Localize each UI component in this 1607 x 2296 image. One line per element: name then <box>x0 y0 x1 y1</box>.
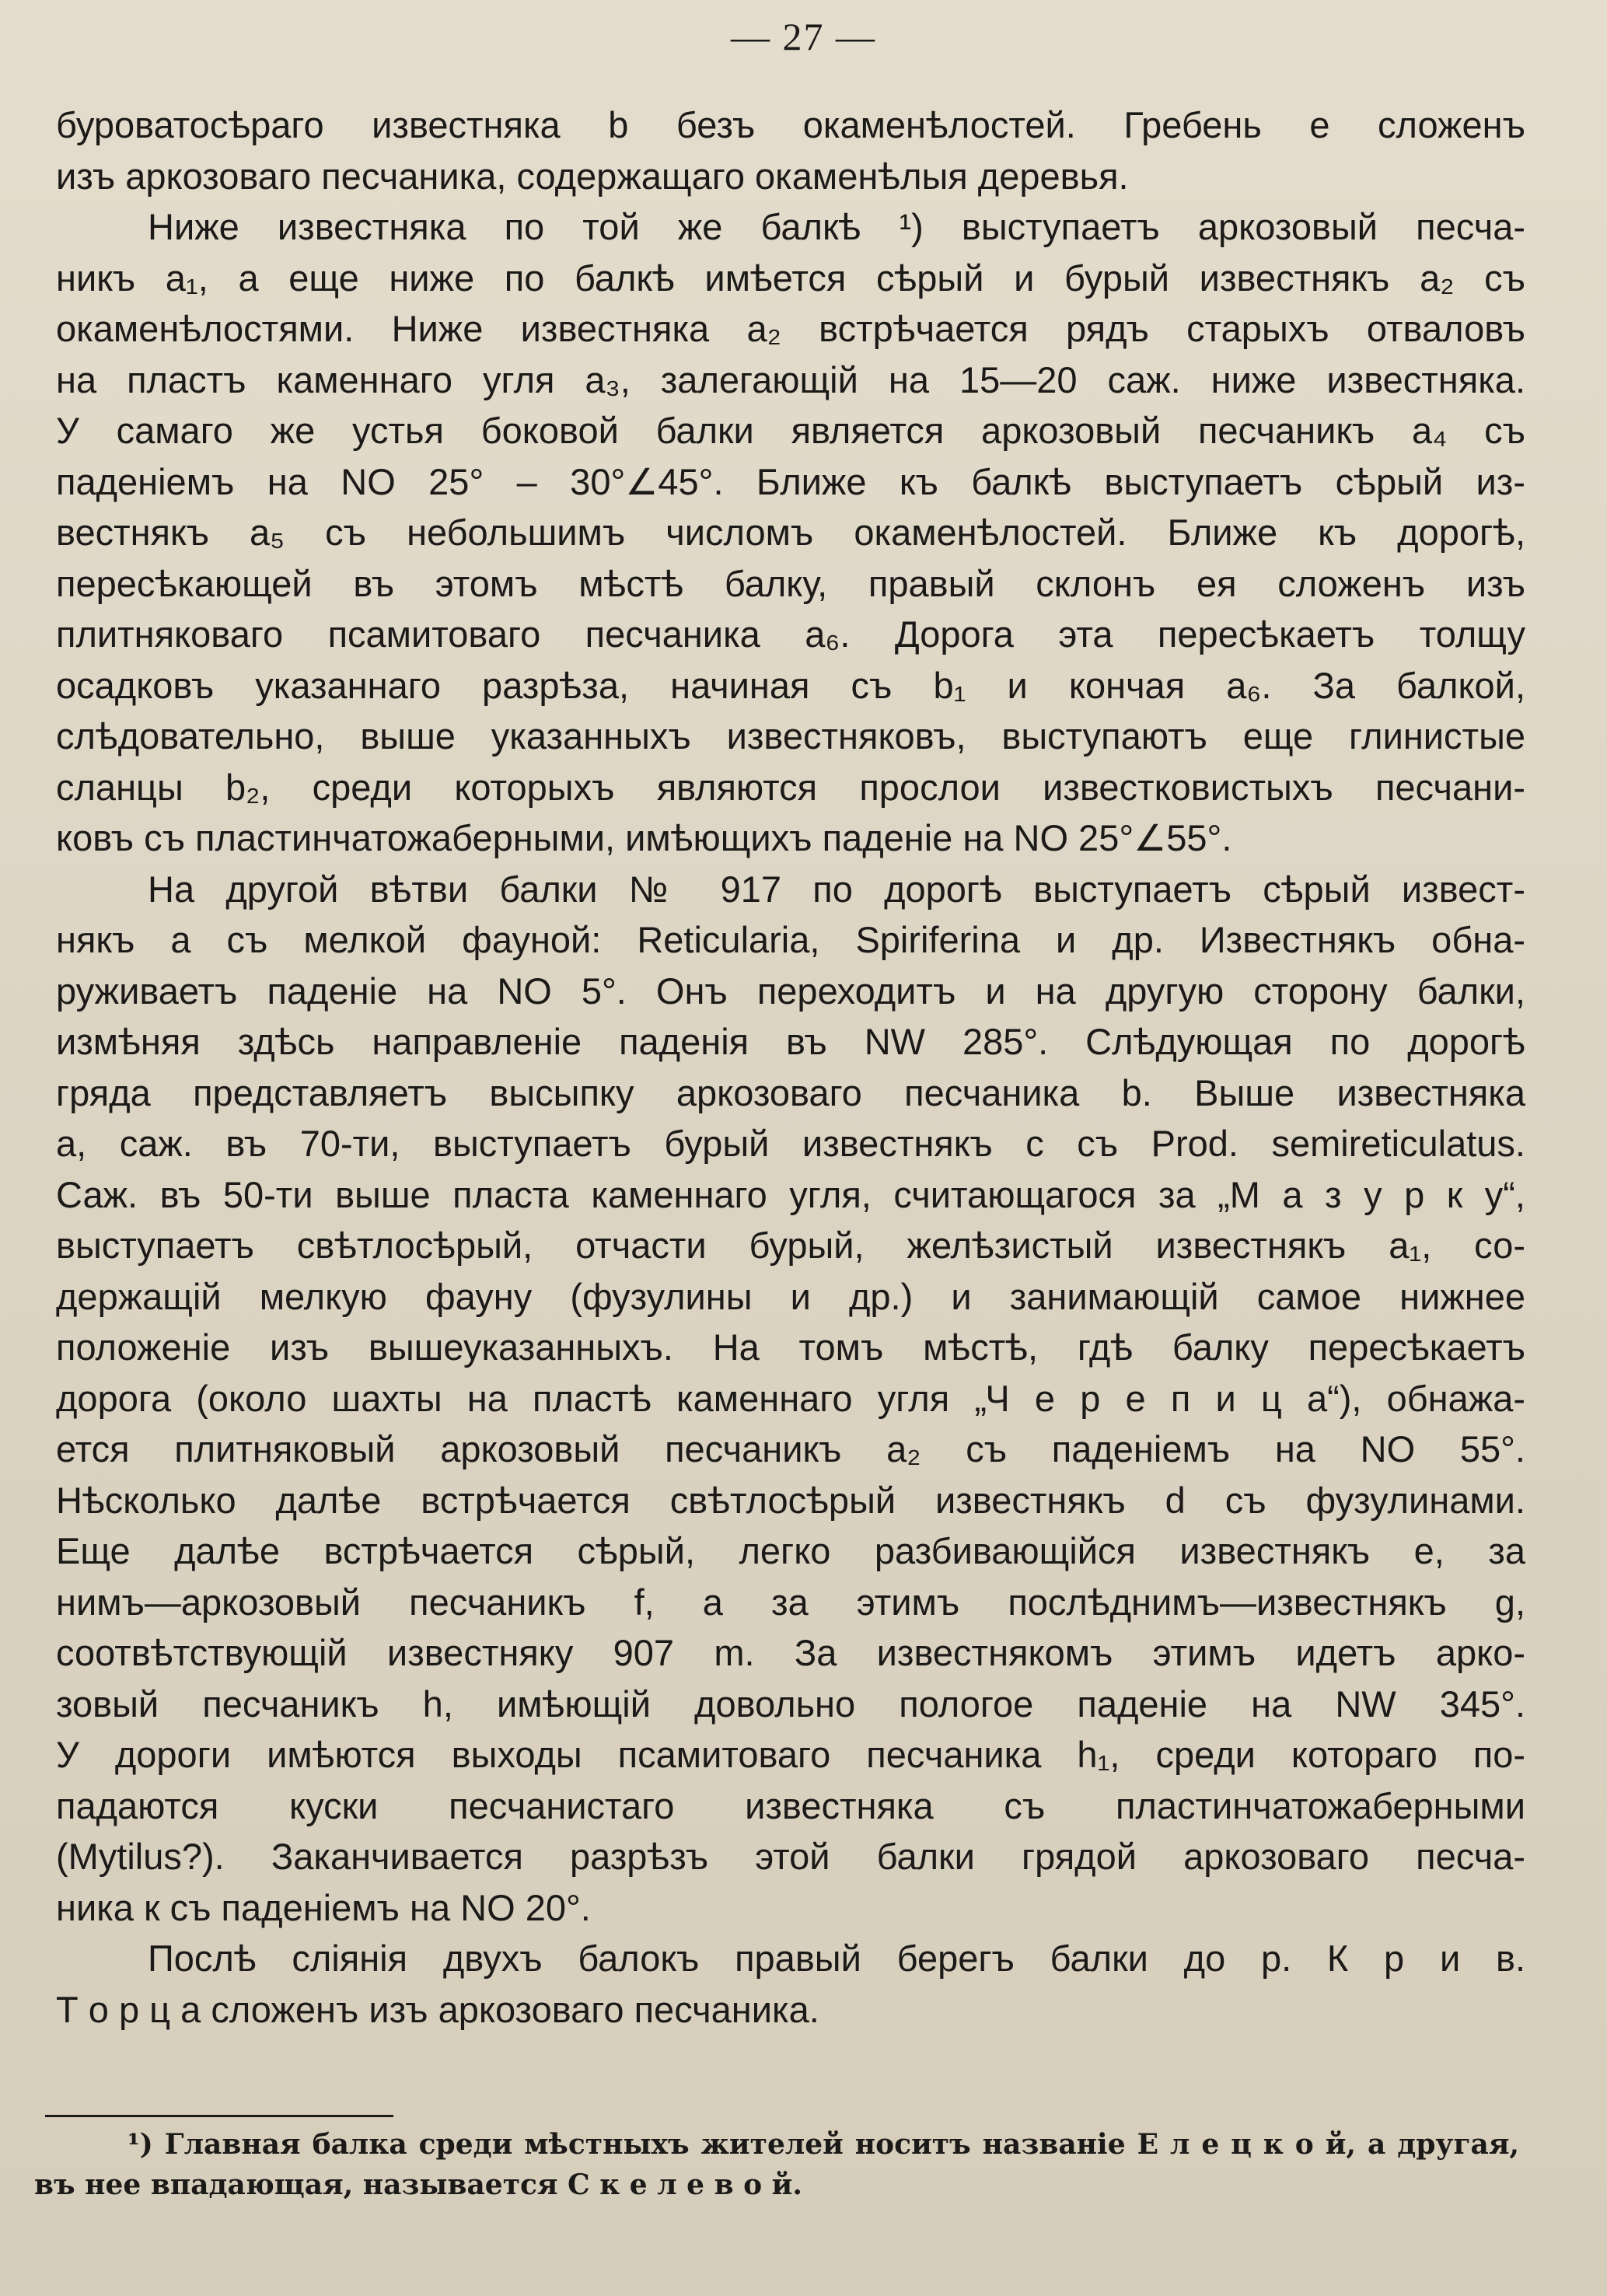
footnote-divider <box>45 2115 393 2117</box>
text-line: пересѣкающей въ этомъ мѣстѣ балку, правый склонъ ея сложенъ изъ <box>56 562 1525 604</box>
text-line: руживаетъ паденіе на NO 5°. Онъ переходитъ и на другую сторону балки, <box>56 970 1525 1012</box>
text-line: держащій мелкую фауну (фузулины и др.) и занимающій самое нижнее <box>56 1275 1525 1317</box>
text-line: нимъ—аркозовый песчаникъ f, а за этимъ послѣднимъ—известнякъ g, <box>56 1581 1525 1623</box>
text-line: Т о р ц а сложенъ изъ аркозоваго песчаника. <box>56 1988 819 2030</box>
page-number: — 27 — <box>731 15 876 58</box>
text-line: На другой вѣтви балки № 917 по дорогѣ выступаетъ сѣрый извест- <box>148 868 1525 910</box>
text-line: У дороги имѣются выходы псамитоваго песчаника h₁, среди котораго по- <box>56 1734 1525 1775</box>
footnote-line: ¹) Главная балка среди мѣстныхъ жителей носитъ названіе Е л е ц к о й, а другая, <box>128 2128 1519 2161</box>
text-line: зовый песчаникъ h, имѣющій довольно пологое паденіе на NW 345°. <box>56 1683 1525 1725</box>
text-line: осадковъ указаннаго разрѣза, начиная съ b₁ и кончая a₆. За балкой, <box>56 664 1525 706</box>
text-line: паденіемъ на NO 25° – 30°∠45°. Ближе къ балкѣ выступаетъ сѣрый из- <box>56 460 1525 502</box>
text-line: положеніе изъ вышеуказанныхъ. На томъ мѣстѣ, гдѣ балку пересѣкаетъ <box>56 1326 1525 1368</box>
text-line: гряда представляетъ высыпку аркозоваго песчаника b. Выше известняка <box>56 1071 1525 1113</box>
text-line: окаменѣлостями. Ниже известняка a₂ встрѣчается рядъ старыхъ отваловъ <box>56 308 1525 349</box>
text-line: слѣдовательно, выше указанныхъ известняковъ, выступаютъ еще глинистые <box>56 715 1525 757</box>
text-line: ника к съ паденіемъ на NO 20°. <box>56 1886 591 1928</box>
text-line: соотвѣтствующій известняку 907 m. За известнякомъ этимъ идетъ арко- <box>56 1632 1525 1673</box>
text-line: изъ аркозоваго песчаника, содержащаго окаменѣлыя деревья. <box>56 155 1129 197</box>
text-line: вестнякъ a₅ съ небольшимъ числомъ окаменѣлостей. Ближе къ дорогѣ, <box>56 512 1525 553</box>
text-line: плитняковаго псамитоваго песчаника a₆. Дорога эта пересѣкаетъ толщу <box>56 613 1525 655</box>
footnotes <box>34 2124 1519 2205</box>
text-line: Послѣ сліянія двухъ балокъ правый берегъ балки до р. К р и в. <box>148 1938 1525 1979</box>
text-line: никъ a₁, а еще ниже по балкѣ имѣется сѣрый и бурый известнякъ a₂ съ <box>56 257 1525 299</box>
text-line: (Mytilus?). Заканчивается разрѣзъ этой балки грядой аркозоваго песча- <box>56 1836 1525 1877</box>
text-line: на пластъ каменнаго угля a₃, залегающій на 15—20 саж. ниже известняка. <box>56 358 1525 400</box>
text-line: выступаетъ свѣтлосѣрый, отчасти бурый, желѣзистый известнякъ a₁, со- <box>56 1225 1525 1266</box>
text-line: някъ а съ мелкой фауной: Reticularia, Spiriferina и др. Известнякъ обна- <box>56 919 1525 960</box>
text-line: дорога (около шахты на пластѣ каменнаго угля „Ч е р е п и ц а“), обнажа- <box>56 1377 1525 1419</box>
text-line: Ниже известняка по той же балкѣ ¹) выступаетъ аркозовый песча- <box>148 206 1525 247</box>
text-line: Саж. въ 50-ти выше пласта каменнаго угля, считающагося за „М а з у р к у“, <box>56 1173 1525 1215</box>
text-line: измѣняя здѣсь направленіе паденія въ NW 285°. Слѣдующая по дорогѣ <box>56 1021 1525 1062</box>
text-line: ется плитняковый аркозовый песчаникъ a₂ съ паденіемъ на NO 55°. <box>56 1428 1525 1470</box>
text-line: Еще далѣе встрѣчается сѣрый, легко разбивающійся известнякъ е, за <box>56 1530 1525 1571</box>
text-line: У самаго же устья боковой балки является аркозовый песчаникъ a₄ съ <box>56 410 1525 451</box>
text-line: Нѣсколько далѣе встрѣчается свѣтлосѣрый известнякъ d съ фузулинами. <box>56 1479 1525 1521</box>
text-line: падаются куски песчанистаго известняка съ пластинчатожаберными <box>56 1784 1525 1826</box>
body-text <box>56 100 1525 2035</box>
text-line: ковъ съ пластинчатожаберными, имѣющихъ паденіе на NO 25°∠55°. <box>56 817 1232 858</box>
text-line: буроватосѣраго известняка b безъ окаменѣлостей. Гребень е сложенъ <box>56 104 1525 145</box>
footnote-line: въ нее впадающая, называется С к е л е в о й. <box>34 2168 802 2201</box>
text-line: а, саж. въ 70-ти, выступаетъ бурый известнякъ с съ Prod. semireticulatus. <box>56 1123 1525 1164</box>
text-line: сланцы b₂, среди которыхъ являются прослои известковистыхъ песчани- <box>56 766 1525 808</box>
